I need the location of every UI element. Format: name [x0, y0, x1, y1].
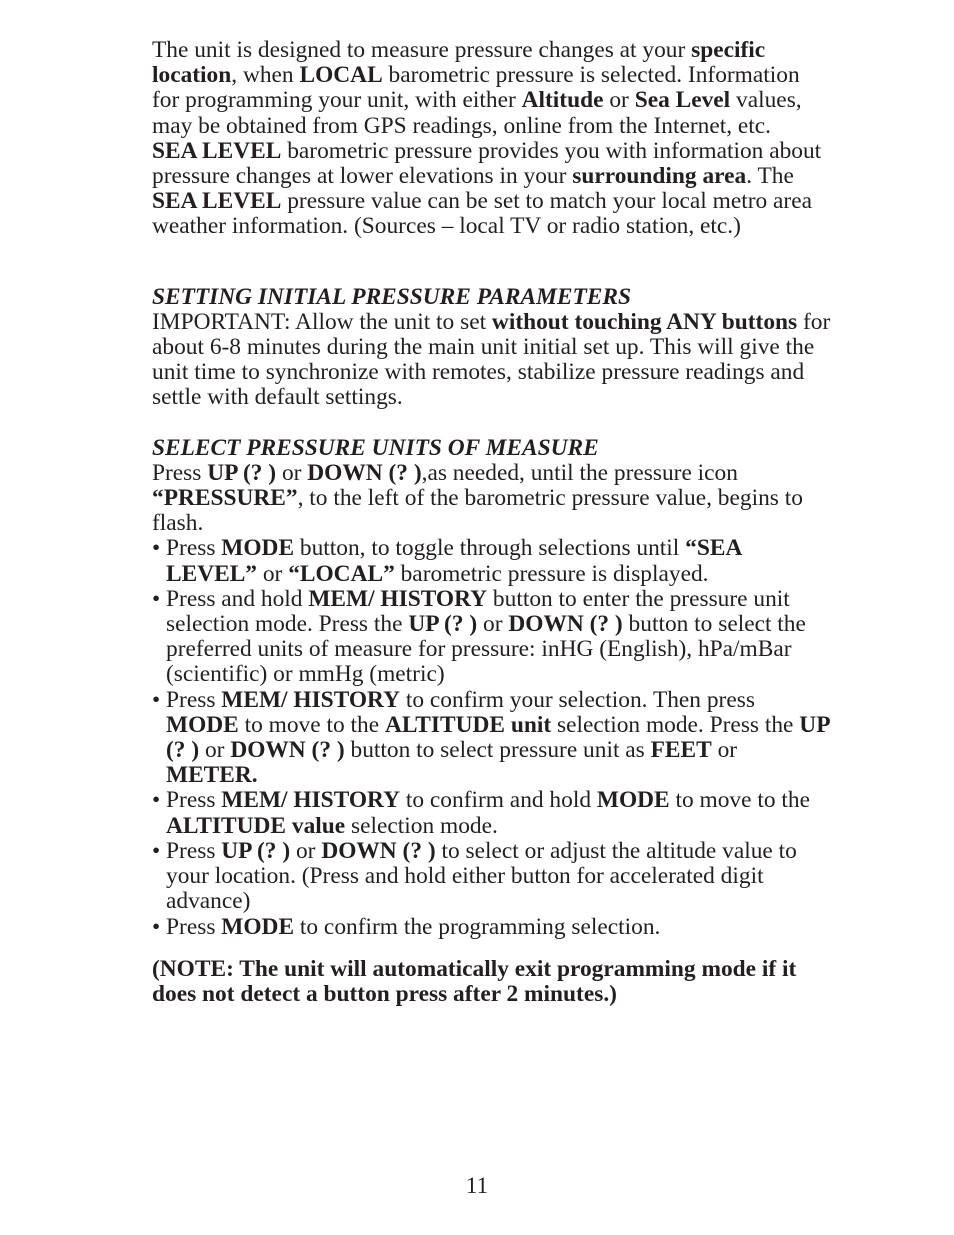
- bold-text: MODE: [166, 711, 239, 738]
- bold-text: SEA LEVEL: [152, 137, 282, 164]
- text-run: • Press and hold: [152, 585, 309, 612]
- text-run: or: [257, 560, 289, 587]
- text-run: , when: [231, 62, 300, 89]
- text-run: pressure value can be set to match your local metro area weather information. (Sources – local TV or radio station, etc.): [152, 188, 812, 240]
- bold-text: surrounding area: [572, 163, 747, 190]
- intro-paragraph-1: [152, 38, 832, 139]
- bold-text: DOWN (? ): [230, 737, 345, 764]
- important-paragraph: [152, 310, 832, 411]
- bullet-item: [152, 688, 832, 789]
- manual-page: [152, 38, 832, 1007]
- bullet-item: [152, 915, 832, 940]
- section-heading-units: SELECT PRESSURE UNITS OF MEASURE: [152, 434, 599, 461]
- text-run: for about 6-8 minutes during the main unit initial set up. This will give the unit time to synchronize with remotes, stabilize pressure readings and settle with default settings.: [152, 308, 831, 411]
- text-run: Press: [152, 459, 208, 486]
- bold-text: UP (? ): [408, 611, 478, 638]
- bold-text: without touching ANY buttons: [491, 308, 798, 335]
- bullet-item: [152, 788, 832, 838]
- bold-text: ALTITUDE value: [166, 812, 346, 839]
- bold-text: “SEA LEVEL”: [166, 535, 742, 587]
- text-run: button to enter the pressure unit selection mode. Press the: [166, 585, 790, 638]
- text-run: • Press: [152, 535, 222, 562]
- text-run: to move to the: [669, 787, 810, 814]
- bold-text: UP (? ): [166, 711, 830, 764]
- text-run: button, to toggle through selections until: [294, 535, 686, 562]
- bold-text: FEET: [650, 737, 712, 764]
- bold-text: MODE: [221, 535, 295, 562]
- intro-paragraph-2: [152, 139, 832, 240]
- bold-text: specific location: [152, 37, 766, 89]
- text-run: or: [276, 459, 308, 486]
- bold-text: “LOCAL”: [288, 560, 395, 587]
- text-run: barometric pressure is displayed.: [394, 560, 709, 587]
- text-run: barometric pressure provides you with information about pressure changes at lower elevations in your: [152, 137, 822, 190]
- text-run: The unit is designed to measure pressure changes at your: [152, 37, 692, 63]
- bold-text: MEM/ HISTORY: [221, 686, 401, 713]
- bold-text: UP (? ): [207, 459, 277, 486]
- text-run: to confirm and hold: [400, 787, 597, 814]
- text-run: to select or adjust the altitude value to your location. (Press and hold either button for accelerated digit advance): [166, 837, 797, 915]
- bold-text: DOWN (? ): [508, 611, 623, 638]
- bold-text: MEM/ HISTORY: [221, 787, 401, 814]
- text-run: button to select the preferred units of measure for pressure: inHG (English), hPa/mBar (scientific) or mmHg (metric): [166, 611, 806, 688]
- text-run: • Press: [152, 686, 222, 713]
- bold-text: “PRESSURE”: [152, 485, 298, 512]
- text-run: or: [603, 87, 635, 114]
- text-run: barometric pressure is selected. Information for programming your unit, with either: [152, 62, 800, 114]
- text-run: , to the left of the barometric pressure value, begins to flash.: [152, 485, 803, 537]
- text-run: IMPORTANT: Allow the unit to set: [152, 308, 492, 335]
- text-run: • Press: [152, 913, 222, 940]
- bullet-item: [152, 839, 832, 915]
- bold-text: METER.: [166, 762, 258, 789]
- section-heading-initial-parameters: SETTING INITIAL PRESSURE PARAMETERS: [152, 283, 631, 310]
- bold-text: UP (? ): [221, 837, 291, 864]
- text-run: to confirm your selection. Then press: [400, 686, 755, 713]
- text-run: or: [199, 737, 231, 764]
- bold-text: LOCAL: [299, 62, 383, 89]
- text-run: to move to the: [238, 711, 385, 738]
- bold-text: Altitude: [521, 87, 604, 114]
- text-run: . The: [746, 163, 794, 190]
- text-run: button to select pressure unit as: [344, 737, 651, 764]
- bold-text: DOWN (? ): [321, 837, 436, 864]
- bold-text: ALTITUDE unit: [384, 711, 552, 738]
- text-run: selection mode.: [345, 812, 498, 839]
- bold-text: SEA LEVEL: [152, 188, 282, 215]
- bold-text: MODE: [596, 787, 670, 814]
- bullet-item: [152, 587, 832, 688]
- text-run: values, may be obtained from GPS readings, online from the Internet, etc.: [152, 87, 802, 139]
- text-run: ,as needed, until the pressure icon: [421, 459, 738, 486]
- bold-text: Sea Level: [634, 87, 731, 114]
- text-run: selection mode. Press the: [551, 711, 800, 738]
- text-run: • Press: [152, 837, 222, 864]
- text-run: • Press: [152, 787, 222, 814]
- text-run: or: [290, 837, 322, 864]
- note-paragraph: (NOTE: The unit will automatically exit programming mode if it does not detect a button press after 2 minutes.): [152, 955, 797, 1007]
- units-intro-paragraph: [152, 461, 832, 537]
- bullet-item: [152, 536, 832, 586]
- text-run: to confirm the programming selection.: [294, 913, 661, 940]
- text-run: or: [477, 611, 509, 638]
- bold-text: DOWN (? ): [307, 459, 422, 486]
- text-run: or: [711, 737, 738, 764]
- bold-text: MEM/ HISTORY: [308, 585, 488, 612]
- page-number: 11: [465, 1173, 489, 1198]
- bold-text: MODE: [221, 913, 295, 940]
